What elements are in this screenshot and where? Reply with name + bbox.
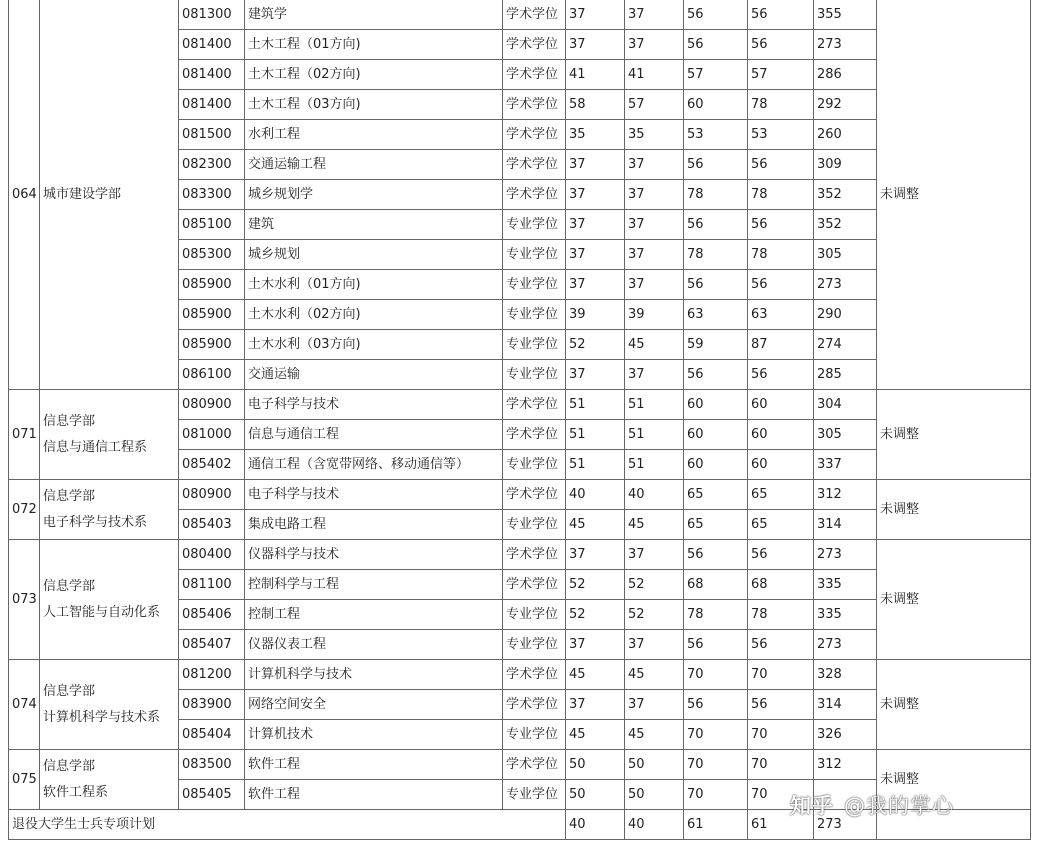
dept-name-line: 信息学部 bbox=[43, 758, 96, 774]
score-subject2-cell: 56 bbox=[748, 630, 814, 660]
major-code-cell: 085900 bbox=[179, 300, 245, 330]
score-subject2-cell: 56 bbox=[748, 150, 814, 180]
adjust-status-cell: 未调整 bbox=[877, 540, 1031, 660]
adjust-status-cell: 未调整 bbox=[877, 750, 1031, 810]
major-name-cell: 土木水利（01方向) bbox=[245, 270, 503, 300]
score-subject1-cell: 65 bbox=[684, 480, 748, 510]
major-code-cell: 085403 bbox=[179, 510, 245, 540]
major-code-cell: 085900 bbox=[179, 330, 245, 360]
score-politics-cell: 51 bbox=[566, 390, 625, 420]
degree-type-cell: 学术学位 bbox=[503, 90, 566, 120]
score-english-cell: 37 bbox=[625, 270, 684, 300]
score-politics-cell: 50 bbox=[566, 750, 625, 780]
major-code-cell: 081300 bbox=[179, 0, 245, 30]
dept-code-cell: 071 bbox=[9, 390, 40, 480]
score-subject2-cell: 53 bbox=[748, 120, 814, 150]
dept-name-line: 信息学部 bbox=[43, 488, 96, 504]
score-politics-cell: 37 bbox=[566, 240, 625, 270]
major-name-cell: 建筑学 bbox=[245, 0, 503, 30]
score-english-cell: 51 bbox=[625, 390, 684, 420]
score-english-cell: 37 bbox=[625, 180, 684, 210]
dept-name-line: 电子科学与技术系 bbox=[43, 514, 148, 530]
score-total-cell: 335 bbox=[814, 600, 877, 630]
dept-name-cell bbox=[40, 750, 179, 810]
degree-type-cell: 专业学位 bbox=[503, 720, 566, 750]
score-total-cell: 273 bbox=[814, 270, 877, 300]
score-total-cell: 337 bbox=[814, 450, 877, 480]
major-name-cell: 土木工程（01方向) bbox=[245, 30, 503, 60]
score-total-cell: 273 bbox=[814, 30, 877, 60]
table-row bbox=[9, 390, 1031, 420]
major-name-cell: 通信工程（含宽带网络、移动通信等） bbox=[245, 450, 503, 480]
major-code-cell: 081400 bbox=[179, 90, 245, 120]
major-name-cell: 软件工程 bbox=[245, 750, 503, 780]
score-subject1-cell: 56 bbox=[684, 30, 748, 60]
major-code-cell: 085402 bbox=[179, 450, 245, 480]
score-english-cell: 52 bbox=[625, 600, 684, 630]
score-subject2-cell: 65 bbox=[748, 480, 814, 510]
score-subject2-cell: 60 bbox=[748, 390, 814, 420]
score-english-cell: 45 bbox=[625, 660, 684, 690]
dept-name-line: 计算机科学与技术系 bbox=[43, 709, 161, 725]
score-english-cell: 37 bbox=[625, 630, 684, 660]
score-subject2-cell: 56 bbox=[748, 540, 814, 570]
dept-name-line: 城市建设学部 bbox=[43, 187, 122, 202]
score-total-cell: 309 bbox=[814, 150, 877, 180]
score-table bbox=[8, 0, 1031, 840]
degree-type-cell: 专业学位 bbox=[503, 270, 566, 300]
score-subject1-cell: 63 bbox=[684, 300, 748, 330]
score-total-cell: 335 bbox=[814, 570, 877, 600]
major-name-cell: 水利工程 bbox=[245, 120, 503, 150]
score-subject1-cell: 56 bbox=[684, 150, 748, 180]
adjust-status-cell: 未调整 bbox=[877, 390, 1031, 480]
score-total-cell: 314 bbox=[814, 690, 877, 720]
score-politics-cell: 45 bbox=[566, 720, 625, 750]
major-code-cell: 081000 bbox=[179, 420, 245, 450]
score-total-cell: 273 bbox=[814, 540, 877, 570]
major-code-cell: 086100 bbox=[179, 360, 245, 390]
score-subject1-cell: 56 bbox=[684, 690, 748, 720]
score-english-cell: 40 bbox=[625, 480, 684, 510]
score-subject1-cell: 56 bbox=[684, 360, 748, 390]
degree-type-cell: 学术学位 bbox=[503, 390, 566, 420]
score-total-cell: 286 bbox=[814, 60, 877, 90]
major-name-cell: 建筑 bbox=[245, 210, 503, 240]
score-subject1-cell: 60 bbox=[684, 90, 748, 120]
score-total-cell: 274 bbox=[814, 330, 877, 360]
major-name-cell: 土木水利（03方向) bbox=[245, 330, 503, 360]
degree-type-cell: 学术学位 bbox=[503, 750, 566, 780]
score-english-cell: 50 bbox=[625, 750, 684, 780]
score-subject1-cell: 56 bbox=[684, 210, 748, 240]
score-subject1-cell: 78 bbox=[684, 240, 748, 270]
degree-type-cell: 专业学位 bbox=[503, 360, 566, 390]
major-name-cell: 计算机科学与技术 bbox=[245, 660, 503, 690]
major-code-cell: 080400 bbox=[179, 540, 245, 570]
score-subject1-cell: 68 bbox=[684, 570, 748, 600]
major-name-cell: 土木工程（03方向) bbox=[245, 90, 503, 120]
score-english-cell: 52 bbox=[625, 570, 684, 600]
adjust-status-cell: 未调整 bbox=[877, 0, 1031, 390]
watermark bbox=[790, 790, 954, 820]
degree-type-cell: 学术学位 bbox=[503, 60, 566, 90]
degree-type-cell: 学术学位 bbox=[503, 480, 566, 510]
score-politics-cell: 50 bbox=[566, 780, 625, 810]
score-english-cell: 37 bbox=[625, 30, 684, 60]
degree-type-cell: 专业学位 bbox=[503, 600, 566, 630]
major-code-cell: 085900 bbox=[179, 270, 245, 300]
dept-name-line: 人工智能与自动化系 bbox=[43, 604, 161, 620]
major-name-cell: 仪器仪表工程 bbox=[245, 630, 503, 660]
score-subject2-cell: 60 bbox=[748, 420, 814, 450]
score-subject2-cell: 56 bbox=[748, 360, 814, 390]
degree-type-cell: 学术学位 bbox=[503, 570, 566, 600]
score-subject2-cell: 78 bbox=[748, 240, 814, 270]
score-subject2-cell: 78 bbox=[748, 180, 814, 210]
major-code-cell: 081400 bbox=[179, 30, 245, 60]
table-row bbox=[9, 0, 1031, 30]
score-subject1-cell: 56 bbox=[684, 270, 748, 300]
major-name-cell: 控制工程 bbox=[245, 600, 503, 630]
score-subject2-cell: 56 bbox=[748, 270, 814, 300]
score-subject2-cell: 60 bbox=[748, 450, 814, 480]
score-english-cell: 37 bbox=[625, 360, 684, 390]
score-total-cell: 273 bbox=[814, 630, 877, 660]
degree-type-cell: 学术学位 bbox=[503, 180, 566, 210]
score-subject2-cell: 65 bbox=[748, 510, 814, 540]
dept-name-line: 信息学部 bbox=[43, 413, 96, 429]
major-name-cell: 交通运输工程 bbox=[245, 150, 503, 180]
major-name-cell: 计算机技术 bbox=[245, 720, 503, 750]
degree-type-cell: 专业学位 bbox=[503, 780, 566, 810]
score-politics-cell: 45 bbox=[566, 510, 625, 540]
major-code-cell: 081500 bbox=[179, 120, 245, 150]
score-subject2-cell: 57 bbox=[748, 60, 814, 90]
score-subject1-cell: 59 bbox=[684, 330, 748, 360]
score-subject2-cell: 70 bbox=[748, 720, 814, 750]
score-politics-cell: 37 bbox=[566, 540, 625, 570]
degree-type-cell: 专业学位 bbox=[503, 450, 566, 480]
score-english-cell: 37 bbox=[625, 240, 684, 270]
score-subject1-cell: 78 bbox=[684, 180, 748, 210]
major-name-cell: 软件工程 bbox=[245, 780, 503, 810]
score-politics-cell: 37 bbox=[566, 30, 625, 60]
major-code-cell: 085100 bbox=[179, 210, 245, 240]
score-politics-cell: 37 bbox=[566, 150, 625, 180]
major-code-cell: 083500 bbox=[179, 750, 245, 780]
score-english-cell: 41 bbox=[625, 60, 684, 90]
score-english-cell: 45 bbox=[625, 720, 684, 750]
dept-name-line: 信息与通信工程系 bbox=[43, 439, 148, 455]
score-politics-cell: 37 bbox=[566, 210, 625, 240]
table-row bbox=[9, 480, 1031, 510]
score-subject2-cell: 56 bbox=[748, 690, 814, 720]
score-subject1-cell: 60 bbox=[684, 390, 748, 420]
major-code-cell: 081200 bbox=[179, 660, 245, 690]
footer-score-cell: 40 bbox=[566, 810, 625, 840]
major-code-cell: 085404 bbox=[179, 720, 245, 750]
adjust-status-cell: 未调整 bbox=[877, 660, 1031, 750]
score-english-cell: 37 bbox=[625, 150, 684, 180]
score-total-cell: 352 bbox=[814, 210, 877, 240]
score-subject1-cell: 56 bbox=[684, 540, 748, 570]
major-code-cell: 082300 bbox=[179, 150, 245, 180]
score-subject2-cell: 68 bbox=[748, 570, 814, 600]
score-politics-cell: 37 bbox=[566, 270, 625, 300]
dept-name-line: 软件工程系 bbox=[43, 784, 109, 800]
degree-type-cell: 学术学位 bbox=[503, 0, 566, 30]
degree-type-cell: 学术学位 bbox=[503, 690, 566, 720]
degree-type-cell: 学术学位 bbox=[503, 540, 566, 570]
major-code-cell: 083900 bbox=[179, 690, 245, 720]
major-name-cell: 电子科学与技术 bbox=[245, 390, 503, 420]
score-subject2-cell: 87 bbox=[748, 330, 814, 360]
score-total-cell: 352 bbox=[814, 180, 877, 210]
major-code-cell: 085407 bbox=[179, 630, 245, 660]
major-name-cell: 信息与通信工程 bbox=[245, 420, 503, 450]
score-subject1-cell: 70 bbox=[684, 720, 748, 750]
score-total-cell: 305 bbox=[814, 420, 877, 450]
score-total-cell: 355 bbox=[814, 0, 877, 30]
major-name-cell: 控制科学与工程 bbox=[245, 570, 503, 600]
degree-type-cell: 学术学位 bbox=[503, 420, 566, 450]
score-english-cell: 57 bbox=[625, 90, 684, 120]
score-politics-cell: 37 bbox=[566, 0, 625, 30]
footer-label-cell: 退役大学生士兵专项计划 bbox=[9, 810, 566, 840]
major-code-cell: 080900 bbox=[179, 480, 245, 510]
score-subject2-cell: 70 bbox=[748, 780, 814, 810]
major-code-cell: 085300 bbox=[179, 240, 245, 270]
major-code-cell: 081100 bbox=[179, 570, 245, 600]
score-subject2-cell: 70 bbox=[748, 660, 814, 690]
major-name-cell: 城乡规划学 bbox=[245, 180, 503, 210]
table-row bbox=[9, 750, 1031, 780]
score-total-cell: 290 bbox=[814, 300, 877, 330]
dept-name-cell bbox=[40, 0, 179, 390]
score-subject1-cell: 65 bbox=[684, 510, 748, 540]
score-subject2-cell: 63 bbox=[748, 300, 814, 330]
degree-type-cell: 专业学位 bbox=[503, 330, 566, 360]
score-subject2-cell: 56 bbox=[748, 210, 814, 240]
score-total-cell: 314 bbox=[814, 510, 877, 540]
score-total-cell: 326 bbox=[814, 720, 877, 750]
table-row bbox=[9, 660, 1031, 690]
dept-code-cell: 074 bbox=[9, 660, 40, 750]
score-subject2-cell: 78 bbox=[748, 600, 814, 630]
score-total-cell: 328 bbox=[814, 660, 877, 690]
major-name-cell: 交通运输 bbox=[245, 360, 503, 390]
score-total-cell: 285 bbox=[814, 360, 877, 390]
major-code-cell: 085406 bbox=[179, 600, 245, 630]
score-politics-cell: 52 bbox=[566, 330, 625, 360]
major-name-cell: 城乡规划 bbox=[245, 240, 503, 270]
score-politics-cell: 37 bbox=[566, 360, 625, 390]
score-english-cell: 50 bbox=[625, 780, 684, 810]
score-politics-cell: 45 bbox=[566, 660, 625, 690]
score-total-cell: 312 bbox=[814, 480, 877, 510]
major-code-cell: 085405 bbox=[179, 780, 245, 810]
dept-name-cell bbox=[40, 390, 179, 480]
score-english-cell: 51 bbox=[625, 420, 684, 450]
score-total-cell: 304 bbox=[814, 390, 877, 420]
score-subject1-cell: 60 bbox=[684, 420, 748, 450]
score-subject1-cell: 70 bbox=[684, 780, 748, 810]
dept-code-cell: 064 bbox=[9, 0, 40, 390]
major-code-cell: 081400 bbox=[179, 60, 245, 90]
major-name-cell: 集成电路工程 bbox=[245, 510, 503, 540]
score-english-cell: 51 bbox=[625, 450, 684, 480]
score-politics-cell: 41 bbox=[566, 60, 625, 90]
dept-code-cell: 075 bbox=[9, 750, 40, 810]
score-politics-cell: 51 bbox=[566, 420, 625, 450]
score-english-cell: 45 bbox=[625, 510, 684, 540]
score-politics-cell: 37 bbox=[566, 630, 625, 660]
score-total-cell: 292 bbox=[814, 90, 877, 120]
score-politics-cell: 51 bbox=[566, 450, 625, 480]
zhihu-logo: 知乎 bbox=[790, 794, 834, 818]
score-subject2-cell: 70 bbox=[748, 750, 814, 780]
degree-type-cell: 学术学位 bbox=[503, 120, 566, 150]
score-subject1-cell: 60 bbox=[684, 450, 748, 480]
footer-score-cell: 40 bbox=[625, 810, 684, 840]
footer-score-cell: 61 bbox=[684, 810, 748, 840]
dept-code-cell: 072 bbox=[9, 480, 40, 540]
score-subject1-cell: 57 bbox=[684, 60, 748, 90]
score-politics-cell: 37 bbox=[566, 180, 625, 210]
degree-type-cell: 学术学位 bbox=[503, 30, 566, 60]
score-politics-cell: 39 bbox=[566, 300, 625, 330]
score-english-cell: 37 bbox=[625, 210, 684, 240]
score-subject1-cell: 53 bbox=[684, 120, 748, 150]
major-name-cell: 仪器科学与技术 bbox=[245, 540, 503, 570]
dept-name-line: 信息学部 bbox=[43, 578, 96, 594]
score-politics-cell: 52 bbox=[566, 600, 625, 630]
dept-name-cell bbox=[40, 480, 179, 540]
score-english-cell: 39 bbox=[625, 300, 684, 330]
score-subject1-cell: 56 bbox=[684, 0, 748, 30]
major-code-cell: 080900 bbox=[179, 390, 245, 420]
score-table-body bbox=[9, 0, 1031, 840]
score-english-cell: 37 bbox=[625, 690, 684, 720]
degree-type-cell: 专业学位 bbox=[503, 630, 566, 660]
score-subject1-cell: 56 bbox=[684, 630, 748, 660]
footer-score-cell: 273 bbox=[814, 810, 877, 840]
degree-type-cell: 学术学位 bbox=[503, 150, 566, 180]
score-english-cell: 45 bbox=[625, 330, 684, 360]
score-total-cell: 312 bbox=[814, 750, 877, 780]
score-politics-cell: 58 bbox=[566, 90, 625, 120]
dept-name-cell bbox=[40, 540, 179, 660]
footer-score-cell: 61 bbox=[748, 810, 814, 840]
score-subject2-cell: 56 bbox=[748, 0, 814, 30]
degree-type-cell: 专业学位 bbox=[503, 210, 566, 240]
score-total-cell: 260 bbox=[814, 120, 877, 150]
score-subject1-cell: 70 bbox=[684, 660, 748, 690]
major-name-cell: 电子科学与技术 bbox=[245, 480, 503, 510]
score-subject2-cell: 56 bbox=[748, 30, 814, 60]
score-politics-cell: 35 bbox=[566, 120, 625, 150]
score-total-cell: 305 bbox=[814, 240, 877, 270]
watermark-author: @我的掌心 bbox=[844, 794, 954, 818]
major-name-cell: 网络空间安全 bbox=[245, 690, 503, 720]
score-english-cell: 35 bbox=[625, 120, 684, 150]
major-name-cell: 土木工程（02方向) bbox=[245, 60, 503, 90]
score-subject1-cell: 78 bbox=[684, 600, 748, 630]
adjust-status-cell: 未调整 bbox=[877, 480, 1031, 540]
score-english-cell: 37 bbox=[625, 0, 684, 30]
degree-type-cell: 学术学位 bbox=[503, 660, 566, 690]
degree-type-cell: 专业学位 bbox=[503, 240, 566, 270]
degree-type-cell: 专业学位 bbox=[503, 510, 566, 540]
score-politics-cell: 37 bbox=[566, 690, 625, 720]
score-politics-cell: 40 bbox=[566, 480, 625, 510]
major-name-cell: 土木水利（02方向) bbox=[245, 300, 503, 330]
score-subject1-cell: 70 bbox=[684, 750, 748, 780]
major-code-cell: 083300 bbox=[179, 180, 245, 210]
dept-name-cell bbox=[40, 660, 179, 750]
dept-code-cell: 073 bbox=[9, 540, 40, 660]
score-english-cell: 37 bbox=[625, 540, 684, 570]
degree-type-cell: 专业学位 bbox=[503, 300, 566, 330]
score-politics-cell: 52 bbox=[566, 570, 625, 600]
score-subject2-cell: 78 bbox=[748, 90, 814, 120]
dept-name-line: 信息学部 bbox=[43, 683, 96, 699]
table-row bbox=[9, 540, 1031, 570]
